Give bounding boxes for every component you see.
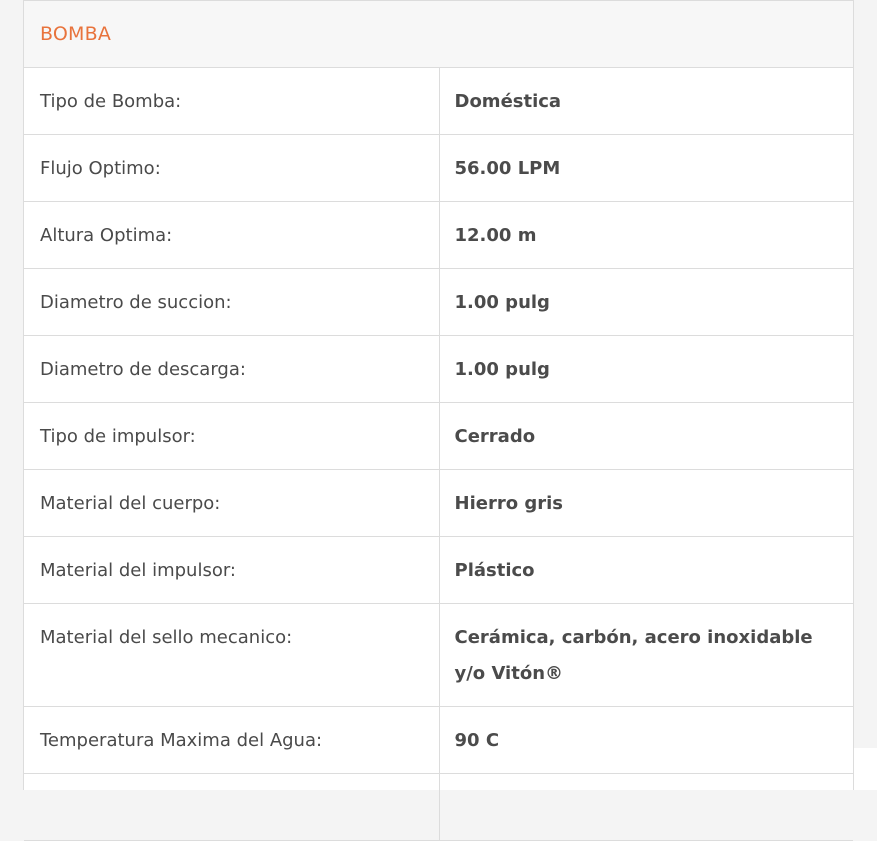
panel-title: BOMBA <box>40 23 112 45</box>
spec-value: Hierro gris <box>439 470 853 537</box>
table-row <box>24 269 853 336</box>
spec-value: Doméstica <box>439 68 853 135</box>
spec-panel <box>23 0 854 790</box>
spec-label: Diametro de succion: <box>24 269 439 336</box>
page-edge <box>854 748 877 790</box>
spec-value: Cerámica, carbón, acero inoxidable y/o Vitón® <box>439 604 853 707</box>
spec-value: Plástico <box>439 537 853 604</box>
spec-label: Temperatura Maxima del Agua: <box>24 707 439 774</box>
spec-table <box>24 68 853 841</box>
spec-label: Tipo de impulsor: <box>24 403 439 470</box>
table-row <box>24 68 853 135</box>
spec-label: Material del cuerpo: <box>24 470 439 537</box>
spec-label: Diametro de descarga: <box>24 336 439 403</box>
spec-label: Material del sello mecanico: <box>24 604 439 707</box>
spec-label: Altura Optima: <box>24 202 439 269</box>
table-row <box>24 537 853 604</box>
table-row <box>24 470 853 537</box>
panel-header <box>24 0 853 68</box>
spec-label: Material del impulsor: <box>24 537 439 604</box>
table-row <box>24 135 853 202</box>
table-row <box>24 707 853 774</box>
spec-label: Flujo Optimo: <box>24 135 439 202</box>
spec-value-empty <box>439 774 853 841</box>
spec-value: 90 C <box>439 707 853 774</box>
table-row <box>24 336 853 403</box>
spec-label-empty <box>24 774 439 841</box>
table-row <box>24 403 853 470</box>
spec-value: 1.00 pulg <box>439 269 853 336</box>
spec-value: 1.00 pulg <box>439 336 853 403</box>
table-row <box>24 202 853 269</box>
table-row <box>24 774 853 841</box>
spec-value: 12.00 m <box>439 202 853 269</box>
table-row <box>24 604 853 707</box>
spec-value: Cerrado <box>439 403 853 470</box>
spec-value: 56.00 LPM <box>439 135 853 202</box>
spec-label: Tipo de Bomba: <box>24 68 439 135</box>
